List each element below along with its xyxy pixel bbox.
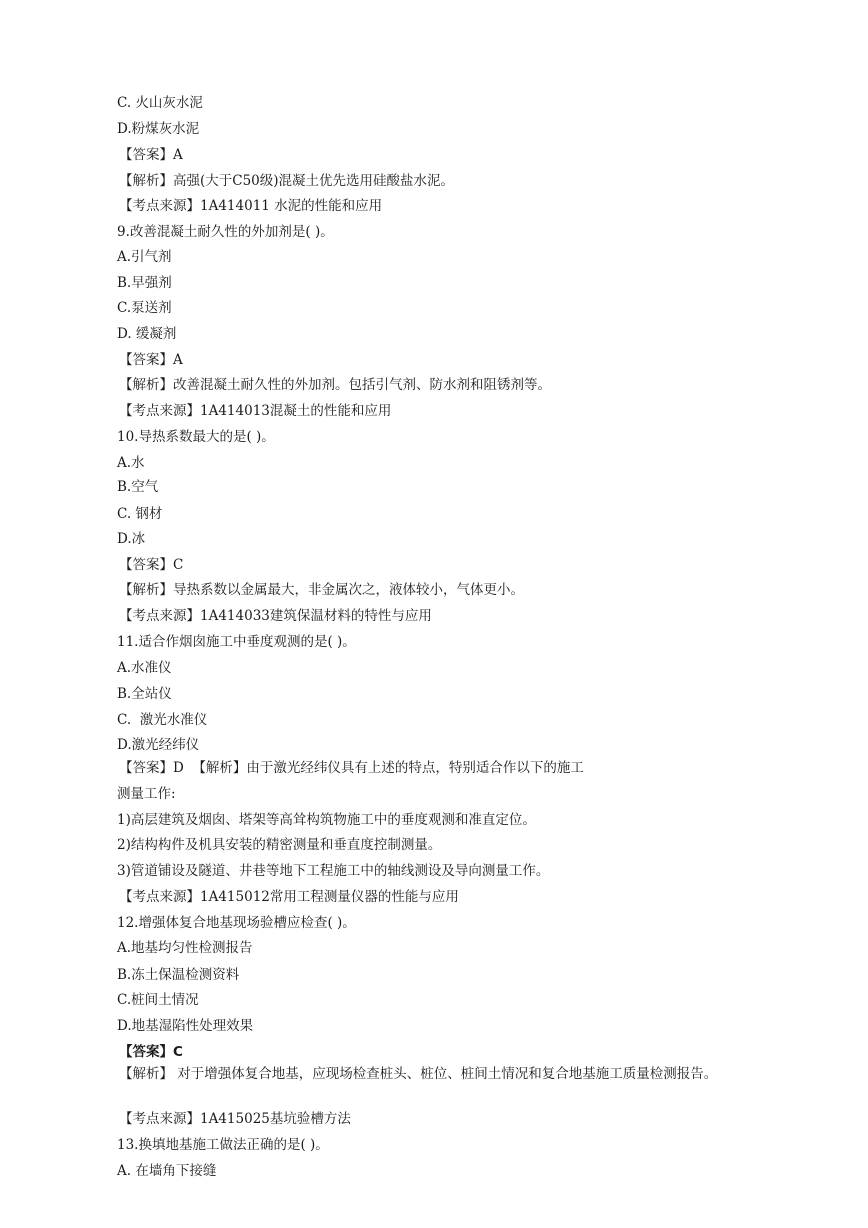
text-line: 测量工作: [117, 786, 176, 802]
question-line: 13.换填地基施工做法正确的是( )。 [117, 1137, 329, 1153]
option-line: B.早强剂 [117, 275, 172, 291]
list-item: 1)高层建筑及烟囱、塔架等高耸构筑物施工中的垂度观测和准直定位。 [117, 812, 536, 828]
source-line: 【考点来源】1A415012常用工程测量仪器的性能与应用 [119, 889, 459, 905]
text-line: D.粉煤灰水泥 [117, 121, 200, 137]
source-line: 【考点来源】1A414033建筑保温材料的特性与应用 [119, 608, 432, 624]
option-line: D.激光经纬仪 [117, 737, 200, 753]
answer-line: 【答案】A [119, 147, 183, 163]
source-line: 【考点来源】1A414011 水泥的性能和应用 [119, 198, 383, 214]
option-line: A.水 [117, 455, 145, 471]
analysis-line: 【解析】导热系数以金属最大，非金属次之，液体较小，气体更小。 [119, 582, 524, 598]
option-line: C.泵送剂 [117, 300, 172, 316]
option-line: B.冻土保温检测资料 [117, 967, 240, 983]
option-line: D.地基湿陷性处理效果 [117, 1018, 254, 1034]
option-line: A.引气剂 [117, 249, 172, 265]
option-line: A. 在墙角下接缝 [117, 1163, 217, 1179]
text-line: C. 火山灰水泥 [117, 95, 203, 111]
analysis-line: 【解析】改善混凝土耐久性的外加剂。包括引气剂、防水剂和阻锈剂等。 [119, 377, 551, 393]
analysis-line: 【解析】高强(大于C50级)混凝土优先选用硅酸盐水泥。 [119, 173, 455, 189]
list-item: 3)管道铺设及隧道、井巷等地下工程施工中的轴线测设及导向测量工作。 [117, 863, 550, 879]
answer-analysis-line: 【答案】D 【解析】由于激光经纬仪具有上述的特点，特别适合作以下的施工 [119, 760, 584, 776]
source-line: 【考点来源】1A415025基坑验槽方法 [119, 1111, 351, 1127]
option-line: B.全站仪 [117, 686, 172, 702]
answer-line: 【答案】A [119, 352, 183, 368]
analysis-line: 【解析】 对于增强体复合地基，应现场检查桩头、桩位、桩间土情况和复合地基施工质量检测报告。 [119, 1066, 718, 1082]
answer-line: 【答案】C [119, 1044, 183, 1060]
option-line: D.冰 [117, 531, 146, 547]
option-line: C.桩间土情况 [117, 992, 199, 1008]
option-line: B.空气 [117, 479, 159, 495]
list-item: 2)结构构件及机具安装的精密测量和垂直度控制测量。 [117, 837, 442, 853]
option-line: C. 钢材 [117, 506, 163, 522]
option-line: A.水准仪 [117, 660, 172, 676]
question-line: 11.适合作烟囱施工中垂度观测的是( )。 [117, 634, 356, 650]
option-line: A.地基均匀性检测报告 [117, 940, 253, 956]
answer-line: 【答案】C [119, 557, 184, 573]
option-line: C. 激光水准仪 [117, 712, 208, 728]
source-line: 【考点来源】1A414013混凝土的性能和应用 [119, 403, 392, 419]
question-line: 10.导热系数最大的是( )。 [117, 429, 275, 445]
question-line: 12.增强体复合地基现场验槽应检查( )。 [117, 915, 356, 931]
option-line: D. 缓凝剂 [117, 326, 177, 342]
question-line: 9.改善混凝土耐久性的外加剂是( )。 [117, 224, 334, 240]
